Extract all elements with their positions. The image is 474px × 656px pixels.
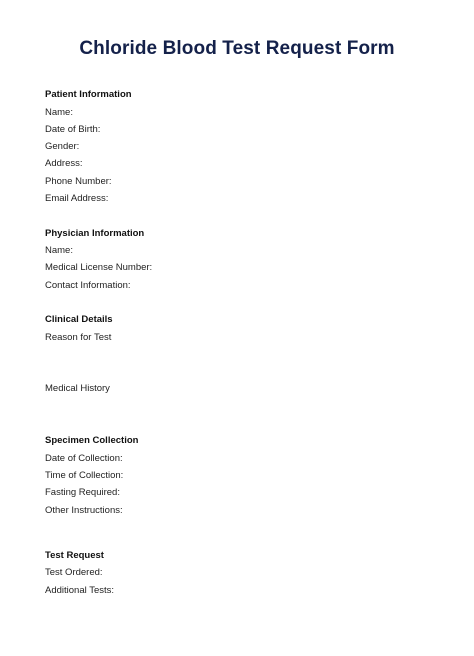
field-other-instructions: Other Instructions: <box>45 505 123 516</box>
field-contact-information: Contact Information: <box>45 280 131 291</box>
section-heading-physician-information: Physician Information <box>45 228 145 239</box>
field-medical-history: Medical History <box>45 383 110 394</box>
section-heading-specimen-collection: Specimen Collection <box>45 435 139 446</box>
field-date-of-collection: Date of Collection: <box>45 453 123 464</box>
section-heading-patient-information: Patient Information <box>45 89 132 100</box>
field-fasting-required: Fasting Required: <box>45 487 120 498</box>
field-gender: Gender: <box>45 141 80 152</box>
field-test-ordered: Test Ordered: <box>45 567 103 578</box>
field-email-address: Email Address: <box>45 193 109 204</box>
field-address: Address: <box>45 158 83 169</box>
section-heading-clinical-details: Clinical Details <box>45 314 113 325</box>
field-physician-name: Name: <box>45 245 73 256</box>
field-phone-number: Phone Number: <box>45 176 112 187</box>
form-title: Chloride Blood Test Request Form <box>79 38 395 59</box>
section-heading-test-request: Test Request <box>45 550 104 561</box>
field-patient-name: Name: <box>45 107 73 118</box>
field-date-of-birth: Date of Birth: <box>45 124 101 135</box>
field-additional-tests: Additional Tests: <box>45 585 115 596</box>
field-reason-for-test: Reason for Test <box>45 332 112 343</box>
field-time-of-collection: Time of Collection: <box>45 470 124 481</box>
field-medical-license-number: Medical License Number: <box>45 262 153 273</box>
